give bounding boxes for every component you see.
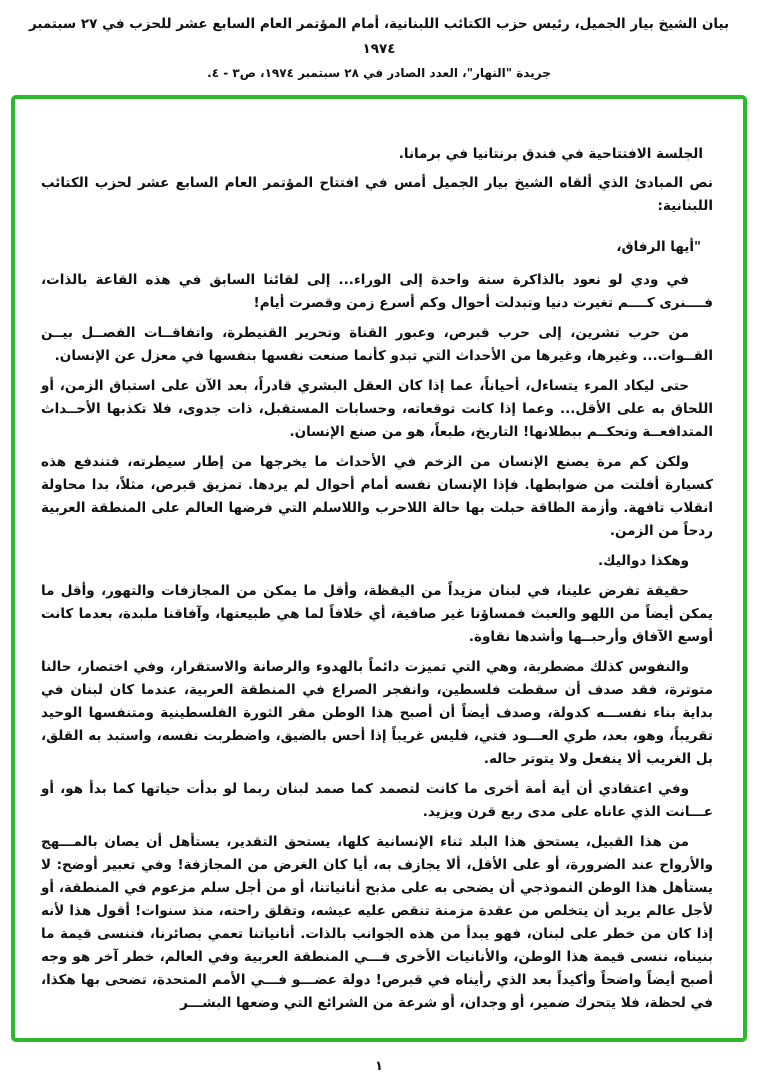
highlight-frame [11,95,747,1042]
paragraph: ولكن كم مرة يصنع الإنسان من الزخم في الأحداث ما يخرجها من إطار سيطرته، فتندفع هذه كسيارة أفلتت من ضوابطها. فإذا الإنسان نفسه أمام أحوال لم يردها. تمزيق قبرص، مثلاً، بدا محاولة انقلاب تافهة. وأزمة الطاقة حبلت بها حالة اللاحرب واللاسلم التي فرضها العالم على المنطقة العربية ردحاً من الزمن. [41,454,713,539]
paragraph: وهكذا دواليك. [598,553,689,569]
header-title-year: ١٩٧٤ [362,41,396,57]
document-body [41,143,713,1015]
page-footer [0,1055,758,1074]
paragraph: من هذا القبيل، يستحق هذا البلد ثناء الإنسانية كلها، يستحق التقدير، يستأهل أن يصان بالمـــهج والأرواح عند الضرورة، أو على الأقل، ألا يجازف به، أيا كان الغرض من المجازفة! وفي تعبير أوضح: لا يستأهل هذا الوطن النموذجي أن يضحى به على مذبح أنانياتنا، أو من أجل سلم مزعوم في المنطقة، أو لأجل عالم يريد أن يتخلص من عقدة مزمنة تنقص عليه عيشه، وتقلق راحته، منذ سنوات! أقول هذا لأنه إذا كان من خطر على لبنان، فهو يبدأ من هذه الجوانب بالذات. أنانياتنا تعمي بصائرنا، فننسى قيمة ما بنيناه، ننسى قيمة هذا الوطن، والأنانيات الأخرى فـــي المنطقة العربية وفي العالم، خطر آخر هو وجه أصبح أيضاً واضحاً وأكيداً بعد الذي رأيناه في قبرص! دولة عضـــو فـــي الأمم المتحدة، تضحى بها هكذا، في لحظة، فلا يتحرك ضمير، أو وجدان، أو شرعة من الشرائع التي وضعها البشـــر [41,834,713,1011]
paragraph: حتى ليكاد المرء يتساءل، أحياناً، عما إذا كان العقل البشري قادراً، بعد الآن على استباق الزمن، أو اللحاق به على الأقل... وعما إذا كانت توقعاته، وحسابات المستقبل، ذات جدوى، فلا تكذبها الأحــداث المتدافعــة وتحكــم ببطلانها! التاريخ، طبعاً، هو من صنع الإنسان. [41,378,713,440]
header-title-line1: بيان الشيخ بيار الجميل، رئيس حزب الكتائب اللبنانية، أمام المؤتمر العام السابع عشر للحزب في ٢٧ سبتمبر [28,16,730,32]
intro-text: نص المبادئ الذي ألقاه الشيخ بيار الجميل أمس في افتتاح المؤتمر العام السابع عشر لحزب الكتائب اللبنانية: [41,175,713,214]
page-number: ١ [375,1059,383,1074]
document-header [0,0,758,85]
header-source-line: جريدة "النهار"، العدد الصادر في ٢٨ سبتمبر ١٩٧٤، ص٣ - ٤. [207,66,551,80]
paragraph: حقيقة تفرض علينا، في لبنان مزيداً من اليقظة، وأقل ما يمكن من المجازفات والتهور، وأقل ما يمكن أيضاً من اللهو والعبث فمساؤنا غير صافية، أي خلافاً لما هي طبيعتها، وآفاقنا ملبدة، بعدما كانت أوسع الآفاق وأرحبــها وأشدها نقاوة. [41,583,713,645]
session-title: الجلسة الافتتاحية في فندق برنتانيا في برمانا. [398,146,703,162]
paragraph-list [41,269,713,1015]
paragraph: من حرب تشرين، إلى حرب قبرص، وعبور القناة وتحرير القنيطرة، واتفاقــات الفصــل بيــن القــوات... وغيرها، وغيرها من الأحداث التي تبدو كأنما صنعت نفسها بنفسها في معزل عن الإنسان. [41,325,713,364]
paragraph: والنفوس كذلك مضطربة، وهي التي تميزت دائماً بالهدوء والرصانة والاستقرار، وفي اختصار، حالنا متوترة، فقد صدف أن سقطت فلسطين، وانفجر الصراع في المنطقة العربية، عندما كان لبنان في بداية بناء نفســـه كدولة، وصدف أيضاً أن أصبح هذا الوطن مقر الثورة الفلسطينية ومتنفسها الوحيد تقريباً، وهو، بعد، طري العـــود فتي، فليس غريباً إذا أحس بالضيق، واضطربت نفسه، واستبد به القلق، بل الغريب ألا ينفعل ولا يتوتر حاله. [41,659,713,767]
paragraph: في ودي لو نعود بالذاكرة سنة واحدة إلى الوراء... إلى لقائنا السابق في هذه القاعة بالذات، فــــنرى كــــم تغيرت دنيا وتبدلت أحوال وكم أسرع زمن وقصرت أيام! [41,272,713,311]
salutation: "أيها الرفاق، [616,239,701,255]
paragraph: وفي اعتقادي أن أية أمة أخرى ما كانت لتصمد كما صمد لبنان ربما لو بدأت حياتها كما بدأ هو، أو عـــانت الذي عاناه على مدى ربع قرن ويزيد. [41,781,713,820]
